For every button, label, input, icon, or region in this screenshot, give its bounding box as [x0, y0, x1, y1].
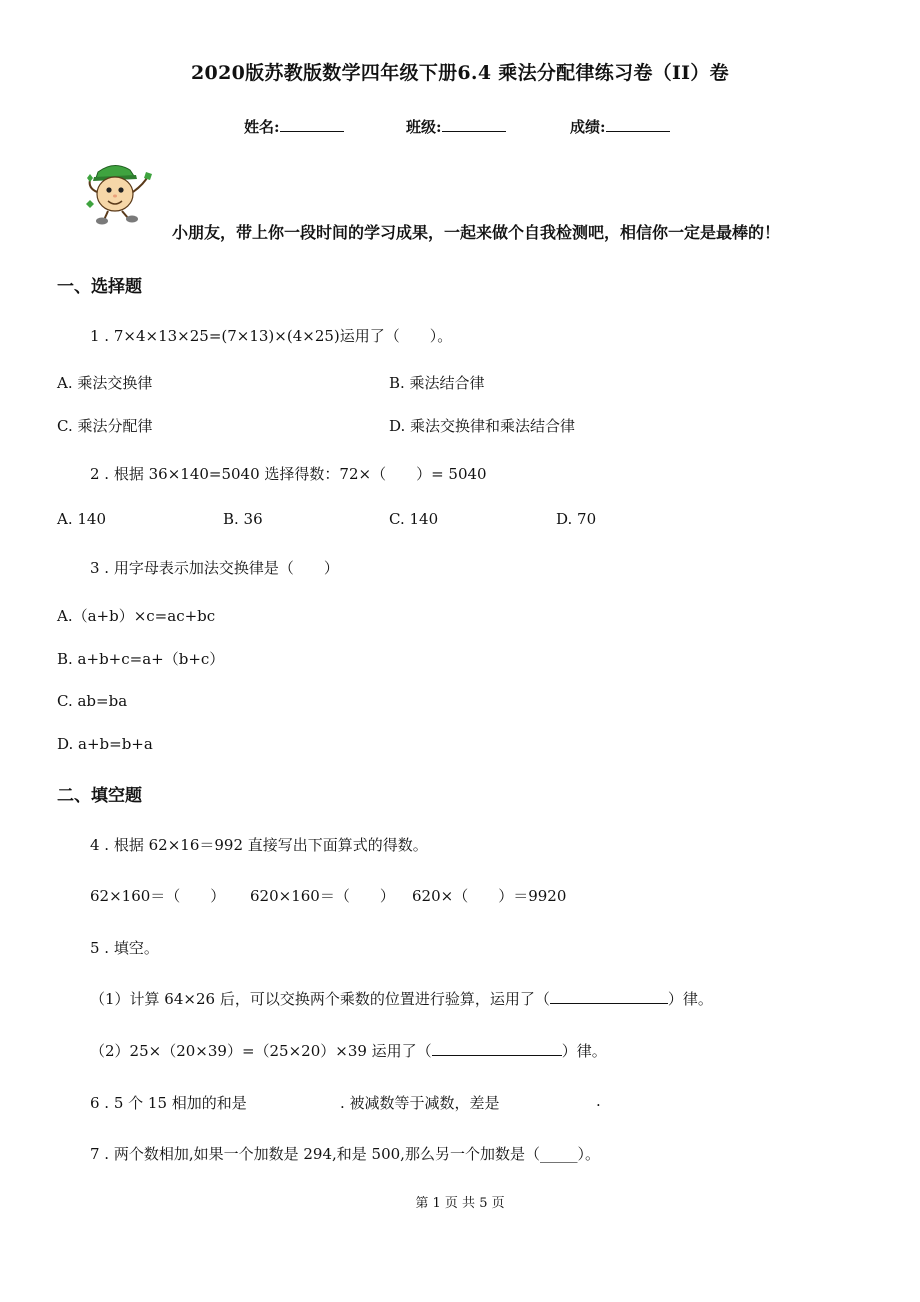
question-4-expression-1: 62×160＝（ ） [90, 887, 226, 905]
class-label: 班级: [406, 118, 442, 136]
question-5-part-2-text: （2）25×（20×39）=（25×20）×39 运用了（ [90, 1042, 432, 1060]
question-3-option-a: A.（a+b）×c=ac+bc [57, 607, 216, 625]
question-1-option-c: C. 乘法分配律 [57, 417, 153, 435]
question-5-part-2-end: ）律。 [561, 1042, 607, 1060]
name-blank [280, 117, 344, 132]
question-2-option-b: B. 36 [223, 510, 263, 528]
question-1-stem: 1 . 7×4×13×25=(7×13)×(4×25)运用了（ ）。 [90, 327, 453, 345]
score-label: 成绩: [570, 118, 606, 136]
question-5-part-2 [90, 1040, 607, 1061]
question-6-text-3: . [596, 1092, 601, 1110]
section-heading-fill: 二、填空题 [57, 786, 142, 806]
page-footer: 第 1 页 共 5 页 [415, 1196, 505, 1211]
question-1-option-b: B. 乘法结合律 [389, 374, 485, 392]
question-5-stem: 5 . 填空。 [90, 939, 159, 957]
question-2-option-a: A. 140 [57, 510, 106, 528]
question-3-option-d: D. a+b=b+a [57, 735, 153, 753]
page-title: 2020版苏教版数学四年级下册6.4 乘法分配律练习卷（II）卷 [191, 62, 729, 84]
answer-blank [550, 989, 668, 1004]
question-5-part-1-end: ）律。 [667, 990, 713, 1008]
mascot-illustration [84, 162, 158, 226]
question-6-text-2: . 被减数等于减数，差是 [340, 1094, 500, 1112]
encouragement-text: 小朋友，带上你一段时间的学习成果，一起来做个自我检测吧，相信你一定是最棒的！ [172, 223, 781, 242]
class-blank [442, 117, 506, 132]
question-2-option-c: C. 140 [389, 510, 439, 528]
score-blank [606, 117, 670, 132]
question-2-option-d: D. 70 [556, 510, 597, 528]
name-field [244, 116, 344, 137]
question-4-stem: 4 . 根据 62×16＝992 直接写出下面算式的得数。 [90, 836, 428, 854]
section-heading-choice: 一、选择题 [57, 277, 142, 297]
question-5-part-1 [90, 988, 713, 1009]
score-field [570, 116, 670, 137]
question-4-expression-2: 620×160＝（ ） [250, 887, 395, 905]
question-1-option-a: A. 乘法交换律 [57, 374, 153, 392]
question-5-part-1-text: （1）计算 64×26 后，可以交换两个乘数的位置进行验算，运用了（ [90, 990, 550, 1008]
question-3-option-c: C. ab=ba [57, 692, 128, 710]
question-1-option-d: D. 乘法交换律和乘法结合律 [389, 417, 576, 435]
question-3-stem: 3 . 用字母表示加法交换律是（ ） [90, 559, 339, 577]
question-3-option-b: B. a+b+c=a+（b+c） [57, 650, 225, 668]
question-2-stem: 2 . 根据 36×140=5040 选择得数：72×（ ）= 5040 [90, 465, 487, 483]
question-6-text-1: 6 . 5 个 15 相加的和是 [90, 1094, 247, 1112]
question-4-expression-3: 620×（ ）＝9920 [412, 887, 567, 905]
name-label: 姓名: [244, 118, 280, 136]
answer-blank [432, 1041, 562, 1056]
class-field [406, 116, 506, 137]
question-7-stem: 7 . 两个数相加,如果一个加数是 294,和是 500,那么另一个加数是（_____）。 [90, 1145, 600, 1163]
